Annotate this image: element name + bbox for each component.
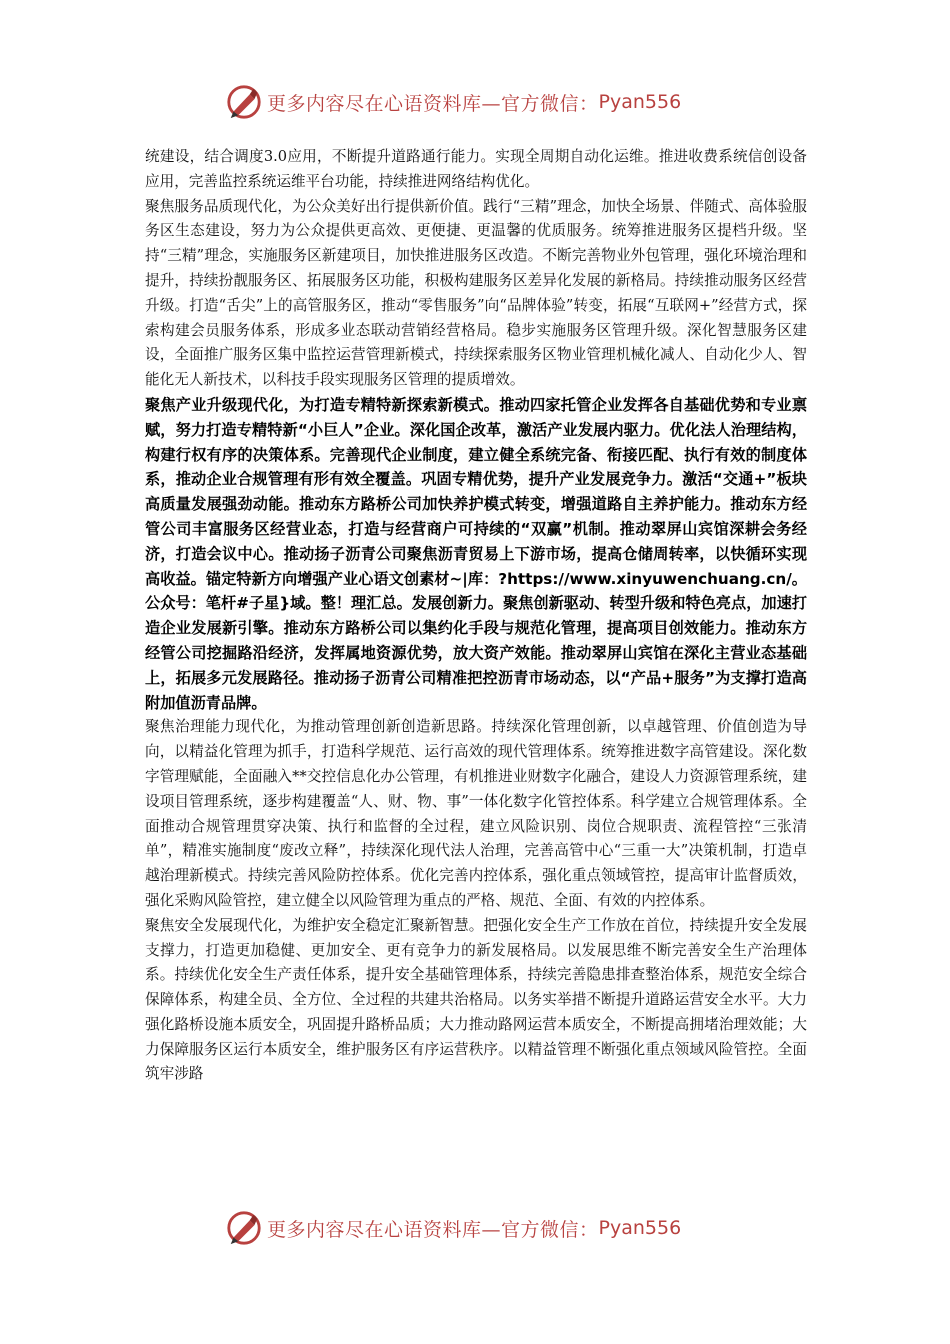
- banner-wechat-id: Pyan556: [598, 1217, 682, 1239]
- footer-banner[interactable]: [225, 1208, 745, 1248]
- paragraph: 聚焦服务品质现代化，为公众美好出行提供新价值。践行“三精”理念，加快全场景、伴随式、高体验服务区生态建设，努力为公众提供更高效、更便捷、更温馨的优质服务。统筹推进服务区提档升级。坚持“三精”理念，实施服务区新建项目，加快推进服务区改造。不断完善物业外包管理，强化环境治理和提升，持续扮靓服务区、拓展服务区功能，积极构建服务区差异化发展的新格局。持续推动服务区经营升级。打造“舌尖”上的高管服务区，推动“零售服务”向“品牌体验”转变，拓展“互联网+”经营方式，探索构建会员服务体系，形成多业态联动营销经营格局。稳步实施服务区管理升级。深化智慧服务区建设，全面推广服务区集中监控运营管理新模式，持续探索服务区物业管理机械化减人、自动化少人、智能化无人新技术，以科技手段实现服务区管理的提质增效。: [145, 197, 807, 389]
- banner-text: 更多内容尽在心语资料库—官方微信：: [267, 1218, 599, 1241]
- paragraph-bold: 聚焦产业升级现代化，为打造专精特新探索新模式。推动四家托管企业发挥各自基础优势和专业禀赋，努力打造专精特新“小巨人”企业。深化国企改革，激活产业发展内驱力。优化法人治理结构，构建行权有序的决策体系。完善现代企业制度，建立健全系统完备、衔接匹配、执行有效的制度体系，推动企业合规管理有形有效全覆盖。巩固专精优势，提升产业发展竞争力。激活“交通+”板块高质量发展强劲动能。推动东方路桥公司加快养护模式转变，增强道路自主养护能力。推动东方经管公司丰富服务区经营业态，打造与经营商户可持续的“双赢”机制。推动翠屏山宾馆深耕会务经济，打造会议中心。推动扬子沥青公司聚焦沥青贸易上下游市场，提高仓储周转率，以快循环实现高收益。锚定特新方向增强产业心语文创素材~|库：?https://www.xinyuwenchuang.cn/。公众号：笔杆#子星}域。整！理汇总。发展创新力。聚焦创新驱动、转型升级和特色亮点，加速打造企业发展新引擎。推动东方路桥公司以集约化手段与规范化管理，提高项目创效能力。推动东方经管公司挖掘路沿经济，发挥属地资源优势，放大资产效能。推动翠屏山宾馆在深化主营业态基础上，拓展多元发展路径。推动扬子沥青公司精准把控沥青市场动态，以“产品+服务”为支撑打造高附加值沥青品牌。: [145, 395, 807, 712]
- paragraph: 统建设，结合调度3.0应用，不断提升道路通行能力。实现全周期自动化运维。推进收费系统信创设备应用，完善监控系统运维平台功能，持续推进网络结构优化。: [145, 148, 807, 190]
- banner-text: 更多内容尽在心语资料库—官方微信：: [267, 92, 599, 115]
- paragraph: 聚焦治理能力现代化，为推动管理创新创造新思路。持续深化管理创新，以卓越管理、价值创造为导向，以精益化管理为抓手，打造科学规范、运行高效的现代管理体系。统筹推进数字高管建设。深化数字管理赋能，全面融入**交控信息化办公管理，有机推进业财数字化融合，建设人力资源管理系统，建设项目管理系统，逐步构建覆盖“人、财、物、事”一体化数字化管控体系。科学建立合规管理体系。全面推动合规管理贯穿决策、执行和监督的全过程，建立风险识别、岗位合规职责、流程管控“三张清单”，精准实施制度“废改立释”，持续深化现代法人治理，完善高管中心“三重一大”决策机制，打造卓越治理新模式。持续完善风险防控体系。优化完善内控体系，强化重点领域管控，提高审计监督质效，强化采购风险管控，建立健全以风险管理为重点的严格、规范、全面、有效的内控体系。: [145, 718, 807, 909]
- paragraph: 聚焦安全发展现代化，为维护安全稳定汇聚新智慧。把强化安全生产工作放在首位，持续提升安全发展支撑力，打造更加稳健、更加安全、更有竞争力的新发展格局。以发展思维不断完善安全生产治理体系。持续优化安全生产责任体系，提升安全基础管理体系，持续完善隐患排查整治体系，规范安全综合保障体系，构建全员、全方位、全过程的共建共治格局。以务实举措不断提升道路运营安全水平。大力强化路桥设施本质安全，巩固提升路桥品质；大力推动路网运营本质安全，不断提高拥堵治理效能；大力保障服务区运行本质安全，维护服务区有序运营秩序。以精益管理不断强化重点领域风险管控。全面筑牢涉路: [145, 916, 807, 1083]
- document-body: [145, 145, 807, 1087]
- pen-logo-icon: [225, 1209, 263, 1247]
- banner-wechat-id: Pyan556: [598, 91, 682, 113]
- header-banner[interactable]: [225, 82, 745, 122]
- pen-logo-icon: [225, 83, 263, 121]
